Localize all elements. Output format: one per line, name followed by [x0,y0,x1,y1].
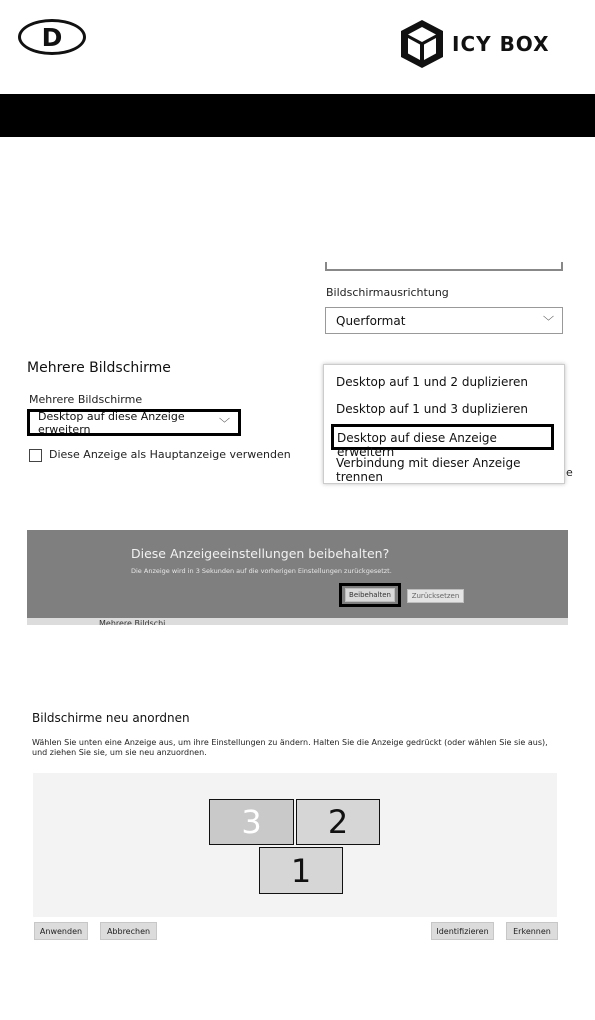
keep-button[interactable]: Beibehalten [345,588,395,602]
chevron-down-icon: ﹀ [219,416,230,430]
multi-display-value: Desktop auf diese Anzeige erweitern [38,409,185,436]
clipped-text-fragment: e [566,466,573,479]
dialog-title: Diese Anzeigeeinstellungen beibehalten? [131,546,390,561]
dropdown-option-disconnect[interactable]: Verbindung mit dieser Anzeige trennen [336,456,521,484]
identify-button[interactable]: Identifizieren [431,922,494,940]
cube-logo-icon [398,18,446,70]
rearrange-description: Wählen Sie unten eine Anzeige aus, um ihre Einstellungen zu ändern. Halten Sie die Anzeige gedrückt (oder wählen Sie sie aus), und ziehen Sie sie, um sie neu anzuordnen. [32,738,548,757]
language-badge: D [18,19,86,55]
detect-button[interactable]: Erkennen [506,922,558,940]
revert-button[interactable]: Zurücksetzen [407,589,464,603]
header-black-bar [0,94,595,137]
monitor-2[interactable]: 2 [296,799,380,845]
dropdown-option-duplicate-1-2[interactable]: Desktop auf 1 und 2 duplizieren [336,375,529,389]
chevron-down-icon: ﹀ [543,314,554,328]
multi-display-dropdown-list [323,364,565,484]
keep-button-highlight[interactable] [339,583,401,607]
orientation-value: Querformat [336,313,406,328]
multi-display-label: Mehrere Bildschirme [29,393,143,406]
dropdown-option-extend-label: Desktop auf diese Anzeige erweitern [337,431,497,459]
dropdown-option-duplicate-1-3[interactable]: Desktop auf 1 und 3 duplizieren [336,402,529,416]
cancel-button[interactable]: Abbrechen [100,922,157,940]
previous-select-edge [325,262,563,271]
orientation-label: Bildschirmausrichtung [326,286,449,299]
keep-settings-dialog [27,530,568,625]
main-display-checkbox[interactable] [29,449,42,462]
apply-button[interactable]: Anwenden [34,922,88,940]
monitor-arrangement-area[interactable] [33,773,557,917]
dialog-message: Die Anzeige wird in 3 Sekunden auf die vorherigen Einstellungen zurückgesetzt. [131,567,392,575]
multi-display-section-title: Mehrere Bildschirme [27,360,171,376]
rearrange-title: Bildschirme neu anordnen [32,711,190,725]
orientation-select[interactable] [325,307,563,334]
dropdown-option-extend-highlight[interactable] [331,424,554,459]
main-display-checkbox-label: Diese Anzeige als Hauptanzeige verwenden [49,448,291,461]
background-fragment: Mehrere Bildschi [99,619,166,625]
icy-box-logo [398,14,578,74]
multi-display-select[interactable] [27,409,241,436]
brand-name: ICY BOX [452,32,550,56]
monitor-3[interactable]: 3 [209,799,294,845]
monitor-1[interactable]: 1 [259,847,343,894]
